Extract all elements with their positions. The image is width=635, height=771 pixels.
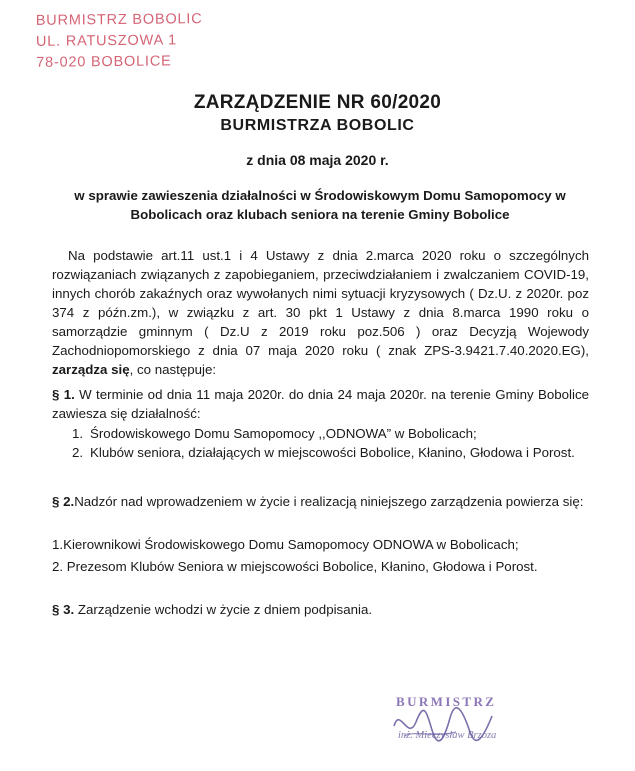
- list-item: [72, 424, 589, 443]
- section-1-list: [72, 424, 589, 462]
- section-1-text: W terminie od dnia 11 maja 2020r. do dnia 24 maja 2020r. na terenie Gminy Bobolice zawiesza się działalność:: [52, 387, 589, 421]
- section-2-item-1: 1.Kierownikowi Środowiskowego Domu Samopomocy ODNOWA w Bobolicach;: [52, 537, 519, 552]
- section-3-text: Zarządzenie wchodzi w życie z dniem podpisania.: [74, 602, 373, 617]
- section-3-mark: § 3.: [52, 602, 75, 617]
- section-1-paragraph: [52, 385, 589, 423]
- section-2-paragraph: [52, 492, 589, 511]
- section-2-mark: § 2.: [52, 494, 75, 509]
- section-2-item-2: 2. Prezesom Klubów Seniora w miejscowości Bobolice, Kłanino, Głodowa i Porost.: [52, 559, 538, 574]
- stamp-line-2: UL. RATUSZOWA 1: [35, 32, 177, 50]
- stamp-line-3: 78-020 BOBOLICE: [36, 53, 172, 71]
- list-item-number: 2.: [72, 445, 84, 460]
- list-item-number: 1.: [72, 426, 84, 441]
- legal-basis-text: Na podstawie art.11 ust.1 i 4 Ustawy z dnia 2.marca 2020 roku o szczególnych rozwiązaniach związanych z zapobieganiem, przeciwdziałaniem i zwalczaniem COVID-19, innych chorób zakaźnych oraz wywołanych nimi sytuacji kryzysowych ( Dz.U. z 2020r. poz 374 z późn.zm.), w związku z art. 30 pkt 1 Ustawy z dnia 8.marca 1990 roku o samorządzie gminnym ( Dz.U z 2019 roku poz.506 ) oraz Decyzją Wojewody Zachodniopomorskiego z dnia 07 maja 2020 roku ( znak ZPS-3.9421.7.40.2020.EG),: [52, 248, 589, 358]
- legal-basis-paragraph: [52, 246, 589, 379]
- section-3-paragraph: [52, 600, 589, 619]
- list-item-text: Środowiskowego Domu Samopomocy ,,ODNOWA” w Bobolicach;: [90, 426, 477, 441]
- section-1-mark: § 1.: [52, 387, 75, 402]
- stamp-line-1: BURMISTRZ BOBOLIC: [35, 11, 203, 29]
- document-title: ZARZĄDZENIE NR 60/2020: [193, 92, 442, 113]
- office-stamp: [35, 9, 203, 74]
- section-2-text: Nadzór nad wprowadzeniem w życie i realizacją niniejszego zarządzenia powierza się:: [74, 494, 584, 509]
- document-issuer: BURMISTRZA BOBOLIC: [220, 117, 415, 134]
- document-date: z dnia 08 maja 2020 r.: [246, 152, 389, 168]
- list-item: [72, 443, 589, 462]
- signature-name: inż. Mieczysław Brzoza: [398, 730, 497, 741]
- document-subject: w sprawie zawieszenia działalności w Środowiskowym Domu Samopomocy w Bobolicach oraz klubach seniora na terenie Gminy Bobolice: [74, 188, 566, 222]
- legal-basis-tail: , co następuje:: [129, 362, 217, 377]
- list-item-text: Klubów seniora, działających w miejscowości Bobolice, Kłanino, Głodowa i Porost.: [90, 445, 575, 460]
- decree-phrase: zarządza się: [52, 362, 130, 377]
- signature-title: BURMISTRZ: [396, 694, 497, 709]
